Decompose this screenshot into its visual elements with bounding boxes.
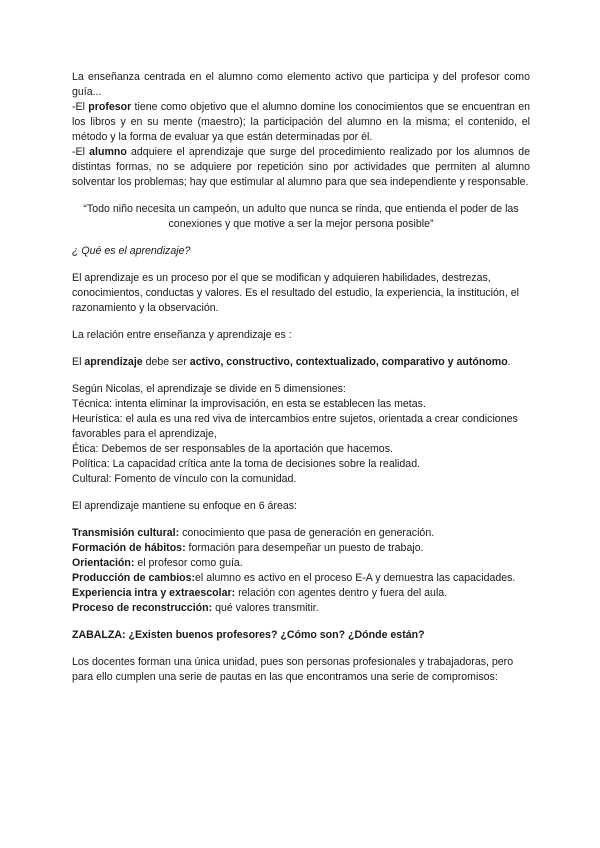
area-desc: el alumno es activo en el proceso E-A y demuestra las capacidades. <box>195 572 516 584</box>
area-term: Proceso de reconstrucción: <box>72 602 213 614</box>
closing-paragraph: Los docentes forman una única unidad, pues son personas profesionales y trabajadoras, pero para ello cumplen una serie de pautas en las que encontramos una serie de compromisos: <box>72 656 514 683</box>
profesor-paragraph <box>72 100 530 145</box>
profesor-term: profesor <box>88 101 132 113</box>
alumno-paragraph <box>72 145 530 190</box>
document-page <box>72 70 530 685</box>
zabalza-heading: ZABALZA: ¿Existen buenos profesores? ¿Cómo son? ¿Dónde están? <box>72 629 425 641</box>
list-item: Heurística: el aula es una red viva de intercambios entre sujetos, orientada a crear condiciones favorables para el aprendizaje, <box>72 413 518 440</box>
question-heading: ¿ Qué es el aprendizaje? <box>72 245 191 257</box>
list-item <box>72 541 530 556</box>
list-item: Técnica: intenta eliminar la improvisación, en esta se establecen las metas. <box>72 398 426 410</box>
intro-paragraph: La enseñanza centrada en el alumno como elemento activo que participa y del profesor como guía... <box>72 71 530 98</box>
areas-list <box>72 526 530 616</box>
must-be-prefix: El <box>72 356 85 368</box>
definition-paragraph: El aprendizaje es un proceso por el que se modifican y adquieren habilidades, destrezas, conocimientos, conductas y valores. Es el resultado del estudio, la experiencia, la institución, el razonamiento y la observación. <box>72 272 519 314</box>
relation-paragraph: La relación entre enseñanza y aprendizaje es : <box>72 329 292 341</box>
area-term: Formación de hábitos: <box>72 542 186 554</box>
area-term: Transmisión cultural: <box>72 527 180 539</box>
list-item: Ética: Debemos de ser responsables de la aportación que hacemos. <box>72 443 393 455</box>
quote: “Todo niño necesita un campeón, un adulto que nunca se rinda, que entienda el poder de las conexiones y que motive a ser la mejor persona posible” <box>83 203 519 230</box>
list-item <box>72 601 530 616</box>
areas-intro: El aprendizaje mantiene su enfoque en 6 áreas: <box>72 500 297 512</box>
profesor-text: tiene como objetivo que el alumno domine los conocimientos que se encuentran en los libros y en su mente (maestro); la participación del alumno en la misma; el contenido, el método y la forma de evaluar ya que están determinadas por él. <box>72 101 531 143</box>
area-desc: qué valores transmitir. <box>212 602 319 614</box>
area-term: Producción de cambios: <box>72 572 196 584</box>
must-be-paragraph <box>72 355 530 370</box>
area-term: Orientación: <box>72 557 135 569</box>
must-be-suffix: . <box>507 356 511 368</box>
alumno-term: alumno <box>89 146 127 158</box>
profesor-prefix: -El <box>72 101 89 113</box>
list-item <box>72 556 530 571</box>
area-term: Experiencia intra y extraescolar: <box>72 587 236 599</box>
area-desc: relación con agentes dentro y fuera del aula. <box>235 587 448 599</box>
dimensions-list <box>72 397 530 487</box>
list-item: Cultural: Fomento de vínculo con la comunidad. <box>72 473 297 485</box>
alumno-text: adquiere el aprendizaje que surge del procedimiento realizado por los alumnos de distintas formas, no se adquiere por repetición sino por actividades que permiten al alumno solventar los problemas; hay que estimular al alumno para que sea independiente y responsable. <box>72 146 530 188</box>
nicolas-intro: Según Nicolas, el aprendizaje se divide en 5 dimensiones: <box>72 383 346 395</box>
area-desc: formación para desempeñar un puesto de trabajo. <box>185 542 424 554</box>
must-be-term: aprendizaje <box>84 356 143 368</box>
must-be-qualities: activo, constructivo, contextualizado, comparativo y autónomo <box>189 356 508 368</box>
must-be-middle: debe ser <box>142 356 190 368</box>
list-item <box>72 526 530 541</box>
alumno-prefix: -El <box>72 146 90 158</box>
area-desc: conocimiento que pasa de generación en generación. <box>179 527 435 539</box>
list-item <box>72 571 530 586</box>
area-desc: el profesor como guía. <box>134 557 243 569</box>
list-item: Política: La capacidad crítica ante la toma de decisiones sobre la realidad. <box>72 458 421 470</box>
list-item <box>72 586 530 601</box>
